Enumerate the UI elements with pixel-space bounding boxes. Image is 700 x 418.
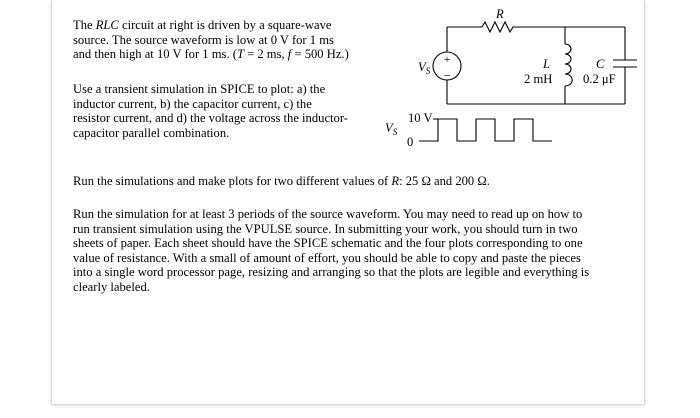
square-waveform [419, 119, 552, 141]
source-label: $V_S$ [418, 60, 431, 76]
resistor-label: R [496, 7, 504, 21]
source-minus-sign: – [444, 67, 450, 81]
capacitor-symbol [613, 60, 637, 67]
inductor-label: L [543, 57, 551, 71]
waveform-label: $V_S$ [385, 121, 398, 137]
inductor-value: 2 mH [524, 72, 553, 86]
instructions-paragraph: Run the simulation for at least 3 periods of the source waveform. You may need to read up on how to run transient simulation using the VPULSE source. In submitting your work, you should turn in two sheets of paper. Each sheet should have the SPICE schematic and the four plots corresponding to one value of resistance. With a small of amount of effort, you should be able to copy and paste the pieces into a single word processor page, resizing and arranging so that the plots are legible and everything is clearly labeled. [73, 207, 590, 294]
inductor-symbol [565, 44, 572, 86]
source-plus-sign: + [443, 52, 451, 66]
waveform-high-label: 10 V [408, 111, 433, 125]
capacitor-label: C [596, 57, 605, 71]
run-values-paragraph: Run the simulations and make plots for two different values of R: 25 Ω and 200 Ω. [73, 174, 490, 188]
resistor-symbol [482, 22, 516, 32]
task-paragraph: Use a transient simulation in SPICE to plot: a) the inductor current, b) the capacitor current, c) the resistor current, and d) the voltage across the inductor- capacitor parallel combination. [73, 82, 348, 140]
capacitor-value: 0.2 μF [583, 72, 616, 86]
waveform-low-label: 0 [407, 135, 414, 149]
intro-paragraph: The RLC circuit at right is driven by a square-wave source. The source waveform is low at 0 V for 1 ms and then high at 10 V for 1 ms. (T = 2 ms, f = 500 Hz.) [73, 18, 349, 61]
